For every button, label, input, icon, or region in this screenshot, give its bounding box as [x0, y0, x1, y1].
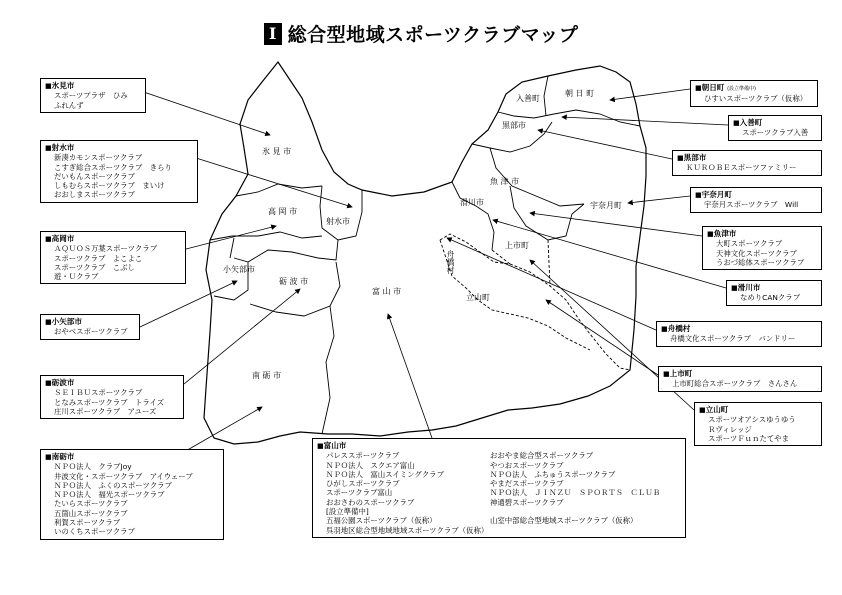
label-takaoka: 高 岡 市: [268, 207, 298, 216]
clubs-box-tateyama: [694, 402, 822, 446]
arrow-unazuki: [628, 196, 690, 203]
clubs-box-oyabe: [40, 314, 140, 340]
label-asahi: 朝 日 町: [565, 89, 595, 98]
arrow-funahashi: [447, 238, 656, 330]
label-nyuzen: 入善町: [516, 94, 540, 103]
clubs-header-himi: ■ 氷見市: [45, 81, 141, 91]
arrow-nanto: [184, 407, 262, 452]
label-himi: 氷 見 市: [262, 147, 292, 156]
prefecture-outline: [204, 62, 646, 444]
club-item: スポーツクラブ入善: [742, 128, 809, 138]
clubs-box-tonami: [40, 375, 184, 419]
clubs-header-tonami: ■ 砺波市: [45, 378, 179, 388]
clubs-box-namerikawa: [726, 280, 822, 306]
club-item: 遊・Ｕクラブ: [54, 272, 99, 282]
club-item: ＮＰＯ法人 ふちゅうスポーツクラブ: [490, 469, 616, 479]
club-item: スポーツクラブ富山: [326, 488, 393, 498]
arrow-imizu: [196, 158, 352, 207]
label-kamiichi: 上市町: [505, 241, 529, 250]
label-nanto: 南 砺 市: [252, 371, 282, 380]
arrow-nyuzen: [562, 117, 728, 125]
clubs-header-tateyama: ■ 立山町: [699, 405, 817, 415]
club-item: 神通碧スポーツクラブ: [490, 497, 564, 507]
label-namerikawa: 滑川市: [460, 198, 484, 207]
asahi-preparing-note: (設立準備中): [727, 86, 756, 92]
club-item: スポーツプラザ ひみ: [54, 91, 128, 101]
clubs-header-kamiichi: ■ 上市町: [663, 369, 817, 379]
arrow-asahi: [610, 89, 690, 100]
club-item: 五福公園スポーツクラブ（仮称）: [326, 516, 437, 526]
label-imizu: 射水市: [326, 217, 350, 226]
club-item: 新湊カモンスポーツクラブ: [54, 153, 143, 163]
label-funahashi: 舟橋村: [446, 250, 455, 274]
border-himi-takaoka: [236, 184, 322, 196]
clubs-header-nyuzen: ■ 入善町: [733, 118, 817, 128]
club-item: スポーツクラブ こぶし: [54, 262, 135, 272]
club-item: だいもんスポーツクラブ: [54, 171, 135, 181]
arrow-kurobe: [538, 130, 672, 159]
label-unazuki: 宇奈月町: [590, 201, 622, 210]
club-item: ＮＰＯ法人 富山スイミングクラブ: [326, 469, 444, 479]
clubs-box-kurobe: [672, 150, 822, 176]
clubs-header-uozu: ■ 魚津市: [707, 229, 817, 239]
clubs-header-oyabe: ■ 小矢部市: [45, 317, 135, 327]
clubs-header-asahi: 朝日町: [701, 83, 725, 92]
club-item: 大町スポーツクラブ: [716, 239, 783, 249]
arrow-himi: [126, 86, 270, 135]
arrow-uozu: [530, 213, 702, 236]
club-item: ＮＰＯ法人 スクエア富山: [326, 460, 415, 470]
club-item: スポーツクラブ よこよこ: [54, 253, 143, 263]
arrow-tonami: [184, 289, 300, 384]
club-item: ＡＱＵＯＳ万葉スポーツクラブ: [54, 244, 158, 254]
club-item: パレススポーツクラブ: [326, 451, 400, 461]
clubs-box-imizu: [40, 140, 198, 203]
label-oyabe: 小矢部市: [223, 265, 255, 274]
label-tonami: 砺 波 市: [279, 277, 309, 286]
club-item: [490, 507, 660, 516]
arrow-kamiichi: [546, 300, 658, 375]
club-item: おおやま総合型スポーツクラブ: [490, 451, 594, 461]
club-item: ＮＰＯ法人 ふくのスポーツクラブ: [54, 480, 172, 490]
border-toyama-namerikawa: [452, 182, 494, 250]
club-item: ＮＰＯ法人 ＪＩＮＺＵ ＳＰＯＲＴＳ ＣＬＵＢ: [490, 488, 660, 498]
club-item: Ｒヴィレッジ: [708, 424, 752, 434]
club-item: 利賀スポーツクラブ: [54, 518, 121, 528]
club-item: 呉羽地区総合型地域地域スポーツクラブ（仮称）: [326, 525, 489, 535]
club-item: 庄川スポーツクラブ アユーズ: [54, 406, 157, 416]
clubs-header-kurobe: ■ 黒部市: [677, 153, 817, 163]
clubs-header-takaoka: ■ 高岡市: [45, 234, 181, 244]
arrow-oyabe: [140, 281, 237, 327]
club-item: 井波文化・スポーツクラブ アイウェーブ: [54, 471, 193, 481]
club-item-note: [設立準備中]: [326, 507, 369, 517]
club-item: ひすいスポーツクラブ（仮称）: [704, 94, 808, 104]
border-funahashi: [440, 240, 590, 350]
club-item: やつおスポーツクラブ: [490, 460, 564, 470]
title-text: 総合型地域スポーツクラブマップ: [287, 24, 579, 46]
clubs-box-toyama: [312, 438, 686, 538]
club-item: スポーツオアシスゆうゆう: [708, 415, 796, 425]
arrow-toyama: [388, 314, 432, 438]
club-item: ひがしスポーツクラブ: [326, 479, 400, 489]
clubs-header-funahashi: ■ 舟橋村: [661, 324, 817, 334]
club-item: しもむらスポーツクラブ まいけ: [54, 181, 165, 191]
clubs-header-toyama: ■ 富山市: [317, 441, 681, 451]
arrow-namerikawa: [493, 220, 726, 288]
border-kamiichi: [510, 186, 584, 240]
title-numeral: I: [264, 23, 282, 45]
club-item: うおづ総体スポーツクラブ: [716, 257, 805, 267]
clubs-header-imizu: ■ 射水市: [45, 143, 193, 153]
clubs-box-uozu: [702, 226, 822, 270]
border-nyuzen-asahi: [544, 76, 548, 116]
club-item: 天神文化スポーツクラブ: [716, 248, 797, 258]
label-kurobe: 黒部市: [502, 121, 526, 130]
club-item: やまだスポーツクラブ: [490, 479, 564, 489]
border-nanto-toyama: [322, 306, 334, 434]
club-item: 上市町総合スポーツクラブ さんさん: [672, 379, 798, 389]
club-item: 宇奈月スポーツクラブ Will: [704, 200, 799, 210]
club-item: おおしまスポーツクラブ: [54, 190, 135, 200]
clubs-header-unazuki: ■ 宇奈月町: [695, 190, 817, 200]
club-item: おやべスポーツクラブ: [54, 327, 128, 337]
club-item: ふれんず: [54, 100, 84, 110]
clubs-box-kamiichi: [658, 366, 822, 392]
label-uozu: 魚 津 市: [490, 177, 520, 186]
label-toyama: 富 山 市: [372, 287, 402, 296]
clubs-header-nanto: ■ 南砺市: [45, 452, 219, 462]
club-item: ＳＥＩＢＵスポーツクラブ: [54, 388, 143, 398]
clubs-box-takaoka: [40, 231, 186, 284]
club-item: スポーツＦｕｎたてやま: [708, 433, 790, 443]
club-item: なめりCANクラブ: [740, 293, 801, 303]
club-item: となみスポーツクラブ トライズ: [54, 397, 165, 407]
clubs-box-asahi: [690, 80, 818, 107]
club-item: ＮＰＯ法人 クラブJoy: [54, 462, 132, 472]
club-item: いのくちスポーツクラブ: [54, 527, 135, 537]
clubs-header-namerikawa: ■ 滑川市: [731, 283, 817, 293]
club-item: 山室中部総合型地域スポーツクラブ（仮称）: [490, 516, 638, 526]
clubs-box-nyuzen: [728, 115, 822, 141]
border-takaoka-imizu: [320, 186, 362, 240]
clubs-box-nanto: [40, 449, 224, 540]
clubs-box-funahashi: [656, 321, 822, 347]
club-item: おおさわのスポーツクラブ: [326, 497, 415, 507]
club-item: 五箇山スポーツクラブ: [54, 508, 128, 518]
arrow-takaoka: [186, 226, 276, 249]
club-item: こすぎ総合スポーツクラブ きらり: [54, 162, 172, 172]
clubs-box-unazuki: [690, 187, 822, 213]
border-uozu: [472, 122, 584, 206]
club-item: 舟橋文化スポーツクラブ バンドリー: [670, 334, 796, 344]
clubs-box-himi: [40, 78, 146, 113]
club-item: ＮＰＯ法人 福光スポーツクラブ: [54, 490, 165, 500]
label-tateyama: 立山町: [466, 293, 490, 302]
club-item: ＫＵＲＯＢＥスポーツファミリー: [686, 163, 797, 173]
club-item: たいらスポーツクラブ: [54, 499, 128, 509]
